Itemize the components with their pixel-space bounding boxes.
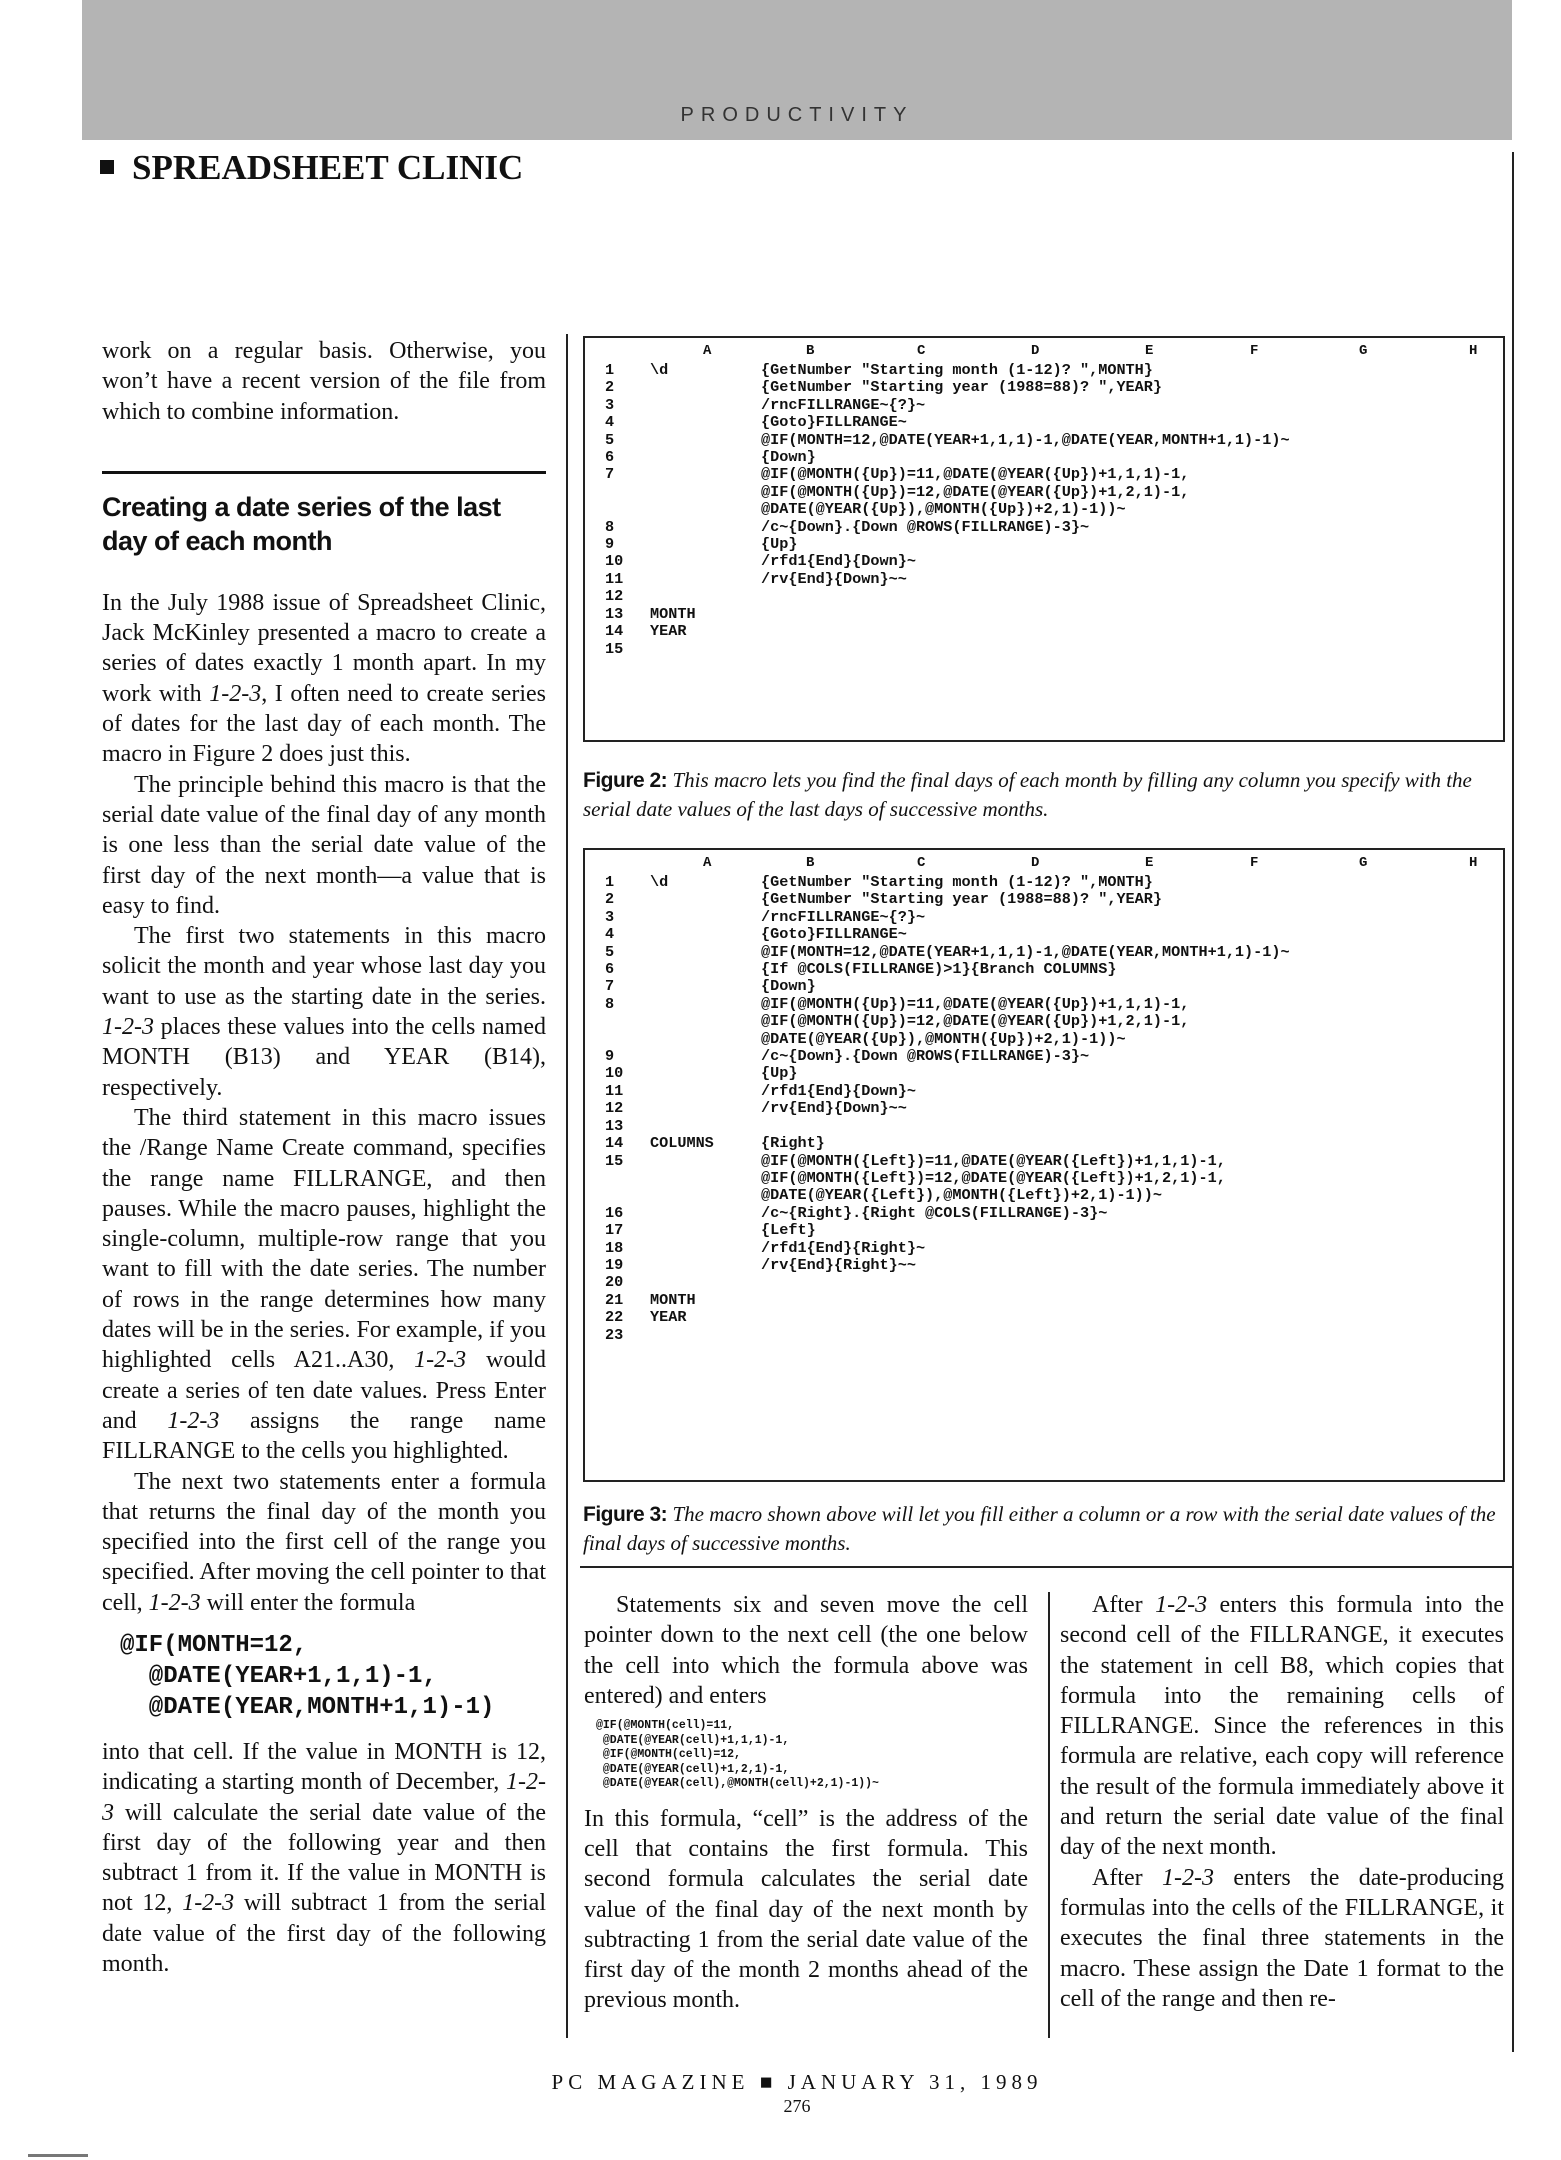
row-number: 6: [605, 960, 615, 979]
figure-3-caption-text: The macro shown above will let you fill either a column or a row with the serial date values of the final days of successive months.: [583, 1502, 1496, 1555]
cell-a: [650, 536, 761, 553]
code-row: [605, 588, 1290, 605]
code-row: [605, 536, 1290, 553]
cell-b: @DATE(@YEAR({Left}),@MONTH({Left})+2,1)-1))~: [761, 1186, 1163, 1205]
row-number: 12: [605, 1099, 624, 1118]
cell-a: [650, 1013, 761, 1030]
column-header-g: G: [1359, 343, 1368, 359]
cell-a: \d: [650, 873, 669, 891]
figure-2-caption-label: Figure 2:: [583, 769, 668, 792]
cell-b: /c~{Right}.{Right @COLS(FILLRANGE)-3}~: [761, 1203, 1108, 1222]
footer-publication: PC MAGAZINE ■ JANUARY 31, 1989: [551, 2070, 1043, 2094]
code-row: [605, 1153, 1290, 1170]
code-row: [605, 1309, 1290, 1326]
row-number: 19: [605, 1255, 624, 1274]
row-number: 23: [605, 1325, 624, 1344]
code-row: [605, 466, 1290, 483]
cell-b: {If @COLS(FILLRANGE)>1}{Branch COLUMNS}: [761, 960, 1117, 979]
code-row: [605, 519, 1290, 536]
cell-a: [650, 944, 761, 961]
code-row: [605, 978, 1290, 995]
cell-a: [650, 501, 761, 518]
cell-a: [650, 909, 761, 926]
row-number: 7: [605, 465, 615, 484]
code-row: [605, 1065, 1290, 1082]
code-row: [605, 1118, 1290, 1135]
cell-a: MONTH: [650, 1290, 696, 1309]
code-row: [605, 1327, 1290, 1344]
row-number: 9: [605, 535, 615, 554]
cell-b: @IF(@MONTH({Up})=11,@DATE(@YEAR({Up})+1,1,1)-1,: [761, 994, 1190, 1013]
row-number: 3: [605, 907, 615, 926]
code-row: [605, 1222, 1290, 1239]
cell-b: {Up}: [761, 1064, 798, 1083]
cell-b: @IF(@MONTH({Up})=12,@DATE(@YEAR({Up})+1,2,1)-1,: [761, 1012, 1190, 1031]
cell-b: {GetNumber "Starting month (1-12)? ",MONTH}: [761, 873, 1153, 891]
paragraph-2: The principle behind this macro is that the serial date value of the final day of any month is one less than the serial date value of the first day of the next month—a value that is easy to find.: [102, 771, 546, 919]
column-header-f: F: [1250, 343, 1259, 359]
code-row: [605, 1031, 1290, 1048]
row-number: 17: [605, 1221, 624, 1240]
column-header-d: D: [1031, 855, 1040, 871]
row-number: 4: [605, 413, 615, 432]
cell-a: [650, 397, 761, 414]
code-row: [605, 1292, 1290, 1309]
column-header-d: D: [1031, 343, 1040, 359]
square-bullet-icon: [100, 160, 114, 174]
column-title: [100, 148, 523, 188]
cell-a: [650, 449, 761, 466]
figure-3-box: [583, 848, 1505, 1482]
column-title-text: SPREADSHEET CLINIC: [132, 148, 524, 187]
cell-a: [650, 891, 761, 908]
row-number: 5: [605, 430, 615, 449]
cell-b: @DATE(@YEAR({Up}),@MONTH({Up})+2,1)-1))~: [761, 1029, 1126, 1048]
figure-bottom-rule: [580, 1566, 1512, 1568]
row-number: 2: [605, 378, 615, 397]
cell-b: @DATE(@YEAR({Up}),@MONTH({Up})+2,1)-1))~: [761, 500, 1126, 519]
cell-b: @IF(MONTH=12,@DATE(YEAR+1,1,1)-1,@DATE(YEAR,MONTH+1,1)-1)~: [761, 942, 1290, 961]
column-divider-right: [1048, 1592, 1050, 2038]
cell-a: [650, 1327, 761, 1344]
row-number: 5: [605, 942, 615, 961]
cell-a: [650, 588, 761, 605]
cell-b: /rv{End}{Down}~~: [761, 569, 907, 588]
cell-a: [650, 1065, 761, 1082]
paragraph-1: In the July 1988 issue of Spreadsheet Clinic, Jack McKinley presented a macro to create a series of dates exactly 1 month apart. In my work with 1-2-3, I often need to create series of dates for the last day of each month. The macro in Figure 2 does just this.: [102, 589, 546, 768]
middle-column: [584, 1590, 1028, 2016]
cell-b: /rfd1{End}{Down}~: [761, 1081, 916, 1100]
cell-a: [650, 1118, 761, 1135]
row-number: 11: [605, 569, 624, 588]
cell-a: [650, 1170, 761, 1187]
cell-a: YEAR: [650, 622, 687, 641]
middle-paragraph-1: Statements six and seven move the cell pointer down to the next cell (the one below the cell into which the formula above was entered) and enters: [584, 1592, 1028, 1709]
row-number: 18: [605, 1238, 624, 1257]
column-header-e: E: [1145, 343, 1154, 359]
row-number: [605, 1031, 650, 1048]
paragraph-3: The first two statements in this macro solicit the month and year whose last day you want to use as the starting date in the series. 1-2-3 places these values into the cells named MONTH (B13) and YEAR (B14), respectively.: [102, 923, 546, 1101]
column-header-c: C: [917, 343, 926, 359]
column-header-g: G: [1359, 855, 1368, 871]
middle-paragraph-2: In this formula, “cell” is the address of the cell that contains the first formula. This second formula calculates the serial date value of the final day of the next month by subtracting 1 from the serial date value of the first day of the month 2 months ahead of the previous month.: [584, 1805, 1028, 2014]
right-paragraph-1: After 1-2-3 enters this formula into the second cell of the FILLRANGE, it executes the statement in cell B8, which copies that formula into the remaining cells of FILLRANGE. Since the references in this formula are relative, each copy will reference the result of the formula immediately above it and return the serial date value of the final day of the next month.: [1060, 1592, 1505, 1861]
code-row: [605, 432, 1290, 449]
row-number: 20: [605, 1273, 624, 1292]
cell-a: MONTH: [650, 604, 696, 623]
code-row: [605, 606, 1290, 623]
column-divider-left: [566, 334, 568, 2038]
row-number: 4: [605, 925, 615, 944]
cell-a: [650, 996, 761, 1013]
figure-3-code: [605, 874, 1290, 1344]
cell-b: /rncFILLRANGE~{?}~: [761, 907, 926, 926]
row-number: [605, 1170, 650, 1187]
code-row: [605, 944, 1290, 961]
cell-a: [650, 1187, 761, 1204]
cell-b: /rv{End}{Down}~~: [761, 1099, 907, 1118]
column-header-h: H: [1469, 855, 1478, 871]
cell-a: [650, 1153, 761, 1170]
row-number: 1: [605, 361, 615, 379]
row-number: 6: [605, 448, 615, 467]
row-number: 3: [605, 395, 615, 414]
formula-block: @IF(MONTH=12, @DATE(YEAR+1,1,1)-1, @DATE(YEAR,MONTH+1,1)-1): [120, 1631, 495, 1721]
cell-a: [650, 519, 761, 536]
cell-a: YEAR: [650, 1308, 687, 1327]
cell-b: {GetNumber "Starting year (1988=88)? ",YEAR}: [761, 890, 1163, 909]
row-number: 8: [605, 517, 615, 536]
cell-b: @IF(@MONTH({Left})=12,@DATE(@YEAR({Left})+1,2,1)-1,: [761, 1168, 1226, 1187]
cell-a: [650, 553, 761, 570]
row-number: 11: [605, 1081, 624, 1100]
cell-b: {Goto}FILLRANGE~: [761, 925, 907, 944]
cell-b: {Left}: [761, 1221, 816, 1240]
cell-b: {Right}: [761, 1134, 825, 1153]
column-header-a: A: [703, 343, 712, 359]
cell-a: [650, 978, 761, 995]
code-row: [605, 996, 1290, 1013]
column-header-a: A: [703, 855, 712, 871]
column-header-b: B: [806, 343, 815, 359]
code-row: [605, 571, 1290, 588]
cell-b: @IF(MONTH=12,@DATE(YEAR+1,1,1)-1,@DATE(YEAR,MONTH+1,1)-1)~: [761, 430, 1290, 449]
cell-a: [650, 1031, 761, 1048]
figure-3-caption-label: Figure 3:: [583, 1503, 668, 1526]
row-number: [605, 1013, 650, 1030]
column-header-b: B: [806, 855, 815, 871]
code-row: [605, 1274, 1290, 1291]
cell-a: [650, 484, 761, 501]
row-number: 8: [605, 994, 615, 1013]
code-row: [605, 874, 1290, 891]
code-row: [605, 1187, 1290, 1204]
code-row: [605, 362, 1290, 379]
cell-a: [650, 379, 761, 396]
figure-2-box: [583, 336, 1505, 742]
cell-a: [650, 1100, 761, 1117]
column-header-c: C: [917, 855, 926, 871]
code-row: [605, 501, 1290, 518]
code-row: [605, 623, 1290, 640]
row-number: 14: [605, 1134, 624, 1153]
cell-b: /rfd1{End}{Down}~: [761, 552, 916, 571]
cell-b: {Down}: [761, 977, 816, 996]
row-number: 15: [605, 1151, 624, 1170]
figure-3-caption: [583, 1500, 1503, 1557]
paragraph-6: into that cell. If the value in MONTH is 12, indicating a starting month of December, 1-2-3 will calculate the serial date value of the first day of the following year and then subtract 1 from it. If the value in MONTH is not 12, 1-2-3 will subtract 1 from the serial date value of the first day of the following month.: [102, 1738, 546, 1978]
cell-a: [650, 1222, 761, 1239]
cell-a: [650, 926, 761, 943]
row-number: [605, 1187, 650, 1204]
row-number: [605, 484, 650, 501]
code-row: [605, 926, 1290, 943]
row-number: 14: [605, 622, 624, 641]
cell-b: @IF(@MONTH({Up})=11,@DATE(@YEAR({Up})+1,1,1)-1,: [761, 465, 1190, 484]
row-number: 22: [605, 1308, 624, 1327]
cell-b: @IF(@MONTH({Up})=12,@DATE(@YEAR({Up})+1,2,1)-1,: [761, 482, 1190, 501]
code-row: [605, 1205, 1290, 1222]
right-paragraph-2: After 1-2-3 enters the date-producing formulas into the cells of the FILLRANGE, it executes the final three statements in the macro. These assign the Date 1 format to the cell of the range and then re-: [1060, 1864, 1505, 2012]
heading-rule: [102, 471, 546, 474]
right-column: [1060, 1590, 1504, 2014]
cell-a: COLUMNS: [650, 1134, 714, 1153]
cell-a: [650, 641, 761, 658]
row-number: [605, 501, 650, 518]
code-row: [605, 1240, 1290, 1257]
cell-b: {Up}: [761, 535, 798, 554]
cell-a: [650, 1048, 761, 1065]
cell-a: [650, 1240, 761, 1257]
column-header-e: E: [1145, 855, 1154, 871]
cell-a: [650, 1257, 761, 1274]
row-number: 1: [605, 873, 615, 891]
paragraph-5: The next two statements enter a formula that returns the final day of the month you specified into the first cell of the range you specified. After moving the cell pointer to that cell, 1-2-3 will enter the formula: [102, 1468, 546, 1616]
code-row: [605, 961, 1290, 978]
cell-b: /rncFILLRANGE~{?}~: [761, 395, 926, 414]
article-heading: Creating a date series of the last day of each month: [102, 491, 501, 556]
cell-a: [650, 466, 761, 483]
code-row: [605, 1048, 1290, 1065]
row-number: 16: [605, 1203, 624, 1222]
scan-mark: [28, 2154, 88, 2157]
code-row: [605, 1135, 1290, 1152]
column-header-f: F: [1250, 855, 1259, 871]
code-row: [605, 414, 1290, 431]
section-label: PRODUCTIVITY: [680, 104, 914, 126]
code-row: [605, 553, 1290, 570]
code-row: [605, 641, 1290, 658]
paragraph-4: The third statement in this macro issues the /Range Name Create command, specifies the range name FILLRANGE, and then pauses. While the macro pauses, highlight the single-column, multiple-row range that you want to fill with the date series. The number of rows in the range determines how many dates will be in the series. For example, if you highlighted cells A21..A30, 1-2-3 would create a series of ten date values. Press Enter and 1-2-3 assigns the range name FILLRANGE to the cells you highlighted.: [102, 1104, 546, 1465]
left-column: [102, 336, 546, 1979]
cell-a: [650, 1205, 761, 1222]
cell-b: /c~{Down}.{Down @ROWS(FILLRANGE)-3}~: [761, 1047, 1090, 1066]
row-number: 2: [605, 890, 615, 909]
cell-a: [650, 1274, 761, 1291]
cell-b: {GetNumber "Starting year (1988=88)? ",YEAR}: [761, 378, 1163, 397]
cell-b: /c~{Down}.{Down @ROWS(FILLRANGE)-3}~: [761, 517, 1090, 536]
cell-a: [650, 961, 761, 978]
code-row: [605, 484, 1290, 501]
code-row: [605, 1170, 1290, 1187]
figure-2-caption-text: This macro lets you find the final days of each month by filling any column you specify with the serial date values of the last days of successive months.: [583, 768, 1472, 821]
code-row: [605, 1257, 1290, 1274]
row-number: 10: [605, 1064, 624, 1083]
right-frame-rule: [1512, 152, 1514, 2052]
row-number: 21: [605, 1290, 624, 1309]
code-row: [605, 1013, 1290, 1030]
cell-b: @IF(@MONTH({Left})=11,@DATE(@YEAR({Left})+1,1,1)-1,: [761, 1151, 1226, 1170]
cell-a: [650, 432, 761, 449]
code-row: [605, 379, 1290, 396]
row-number: 9: [605, 1047, 615, 1066]
row-number: 12: [605, 587, 624, 606]
code-row: [605, 449, 1290, 466]
cell-b: {GetNumber "Starting month (1-12)? ",MONTH}: [761, 361, 1153, 379]
cell-a: [650, 414, 761, 431]
cell-b: /rfd1{End}{Right}~: [761, 1238, 926, 1257]
cell-a: [650, 571, 761, 588]
code-row: [605, 397, 1290, 414]
page-number: 276: [783, 2096, 811, 2116]
figure-2-code: [605, 362, 1290, 658]
row-number: 10: [605, 552, 624, 571]
cell-b: {Goto}FILLRANGE~: [761, 413, 907, 432]
row-number: 13: [605, 604, 624, 623]
cell-b: {Down}: [761, 448, 816, 467]
code-row: [605, 909, 1290, 926]
code-row: [605, 891, 1290, 908]
cell-b: /rv{End}{Right}~~: [761, 1255, 916, 1274]
figure-2-caption: [583, 766, 1503, 823]
column-header-h: H: [1469, 343, 1478, 359]
cell-a: [650, 1083, 761, 1100]
row-number: 13: [605, 1116, 624, 1135]
code-row: [605, 1100, 1290, 1117]
cell-a: \d: [650, 361, 669, 379]
row-number: 15: [605, 639, 624, 658]
cell-formula-code: @IF(@MONTH(cell)=11, @DATE(@YEAR(cell)+1,1,1)-1, @IF(@MONTH(cell)=12, @DATE(@YEAR(cell)+1,2,1)-1, @DATE(@YEAR(cell),@MONTH(cell)+2,1)-1))~: [596, 1719, 879, 1791]
intro-paragraph: work on a regular basis. Otherwise, you won’t have a recent version of the file from which to combine information.: [102, 338, 546, 425]
row-number: 7: [605, 977, 615, 996]
code-row: [605, 1083, 1290, 1100]
